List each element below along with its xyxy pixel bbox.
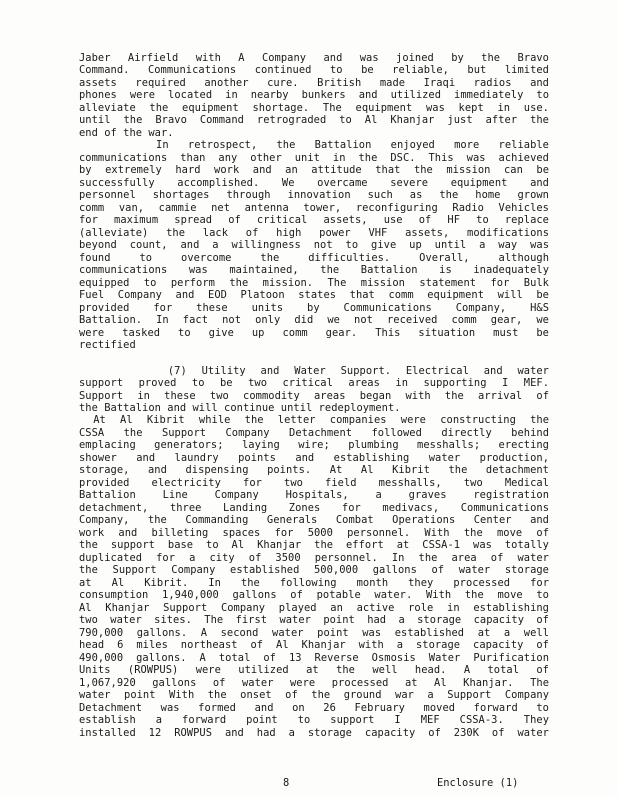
text-line: phones were located in nearby bunkers and utilized immediately to: [79, 89, 549, 101]
text-line: CSSA the Support Company Detachment followed directly behind: [79, 427, 549, 439]
text-line: Detachment was formed and on 26 February moved forward to: [79, 702, 549, 714]
text-line: communications was maintained, the Battalion is inadequately: [79, 264, 549, 276]
text-line: establish a forward point to support I MEF CSSA-3. They: [79, 714, 549, 726]
text-line: duplicated for a city of 3500 personnel. In the area of water: [79, 552, 549, 564]
text-line: alleviate the equipment shortage. The equipment was kept in use.: [79, 102, 549, 114]
text-line: Battalion Line Company Hospitals, a graves registration: [79, 489, 549, 501]
text-line: Units (ROWPUS) were utilized at the well head. A total of: [79, 664, 549, 676]
text-line: rectified: [79, 339, 136, 351]
text-line: Command. Communications continued to be reliable, but limited: [79, 64, 549, 76]
text-line: the support base to Al Khanjar the effort at CSSA-1 was totally: [79, 539, 549, 551]
text-line: at Al Kibrit. In the following month they processed for: [79, 577, 549, 589]
text-line: Al Khanjar Support Company played an active role in establishing: [79, 602, 549, 614]
text-line: Support in these two commodity areas began with the arrival of: [79, 390, 549, 402]
text-line: were tasked to give up comm gear. This situation must be: [79, 327, 549, 339]
text-line: support proved to be two critical areas in supporting I MEF.: [79, 377, 549, 389]
text-line: Company, the Commanding Generals Combat Operations Center and: [79, 514, 549, 526]
text-line: provided electricity for two field messhalls, two Medical: [79, 477, 549, 489]
text-line: until the Bravo Command retrograded to Al Khanjar just after the: [79, 114, 549, 126]
text-line: communications than any other unit in the DSC. This was achieved: [79, 152, 549, 164]
text-line: end of the war.: [79, 127, 174, 139]
text-line: consumption 1,940,000 gallons of potable water. With the move to: [79, 589, 549, 601]
text-line: personnel shortages through innovation such as the home grown: [79, 189, 549, 201]
text-line: Jaber Airfield with A Company and was joined by the Bravo: [79, 52, 549, 64]
text-line: for maximum spread of critical assets, use of HF to replace: [79, 214, 549, 226]
text-line: comm van, cammie net antenna tower, reconfiguring Radio Vehicles: [79, 202, 549, 214]
text-line: two water sites. The first water point had a storage capacity of: [79, 614, 549, 626]
text-line: (7) Utility and Water Support. Electrical and water: [79, 365, 549, 377]
text-line: provided for these units by Communications Company, H&S: [79, 302, 549, 314]
text-line: head 6 miles northeast of Al Khanjar with a storage capacity of: [79, 639, 549, 651]
text-line: successfully accomplished. We overcame severe equipment and: [79, 177, 549, 189]
enclosure-label: Enclosure (1): [437, 777, 519, 789]
text-line: 790,000 gallons. A second water point was established at a well: [79, 627, 549, 639]
page-number: 8: [283, 777, 290, 789]
text-line: At Al Kibrit while the letter companies were constructing the: [79, 414, 549, 426]
text-line: In retrospect, the Battalion enjoyed more reliable: [79, 139, 549, 151]
text-line: the Battalion and will continue until redeployment.: [79, 402, 401, 414]
text-line: the Support Company established 500,000 gallons of water storage: [79, 564, 549, 576]
text-line: found to overcome the difficulties. Overall, although: [79, 252, 549, 264]
text-line: 1,067,920 gallons of water were processed at Al Khanjar. The: [79, 677, 549, 689]
text-line: storage, and dispensing points. At Al Kibrit the detachment: [79, 464, 549, 476]
text-line: by extremely hard work and an attitude that the mission can be: [79, 164, 549, 176]
text-line: equipped to perform the mission. The mission statement for Bulk: [79, 277, 549, 289]
text-line: water point With the onset of the ground war a Support Company: [79, 689, 549, 701]
text-line: detachment, three Landing Zones for medivacs, Communications: [79, 502, 549, 514]
text-line: installed 12 ROWPUS and had a storage capacity of 230K of water: [79, 727, 549, 739]
text-line: emplacing generators; laying wire; plumbing messhalls; erecting: [79, 439, 549, 451]
text-line: shower and laundry points and establishing water production,: [79, 452, 549, 464]
text-line: work and billeting spaces for 5000 personnel. With the move of: [79, 527, 549, 539]
text-line: assets required another cure. British made Iraqi radios and: [79, 77, 549, 89]
text-line: Fuel Company and EOD Platoon states that comm equipment will be: [79, 289, 549, 301]
text-line: Battalion. In fact not only did we not received comm gear, we: [79, 314, 549, 326]
text-line: (alleviate) the lack of high power VHF assets, modifications: [79, 227, 549, 239]
text-line: 490,000 gallons. A total of 13 Reverse Osmosis Water Purification: [79, 652, 549, 664]
text-line: beyond count, and a willingness not to give up until a way was: [79, 239, 549, 251]
